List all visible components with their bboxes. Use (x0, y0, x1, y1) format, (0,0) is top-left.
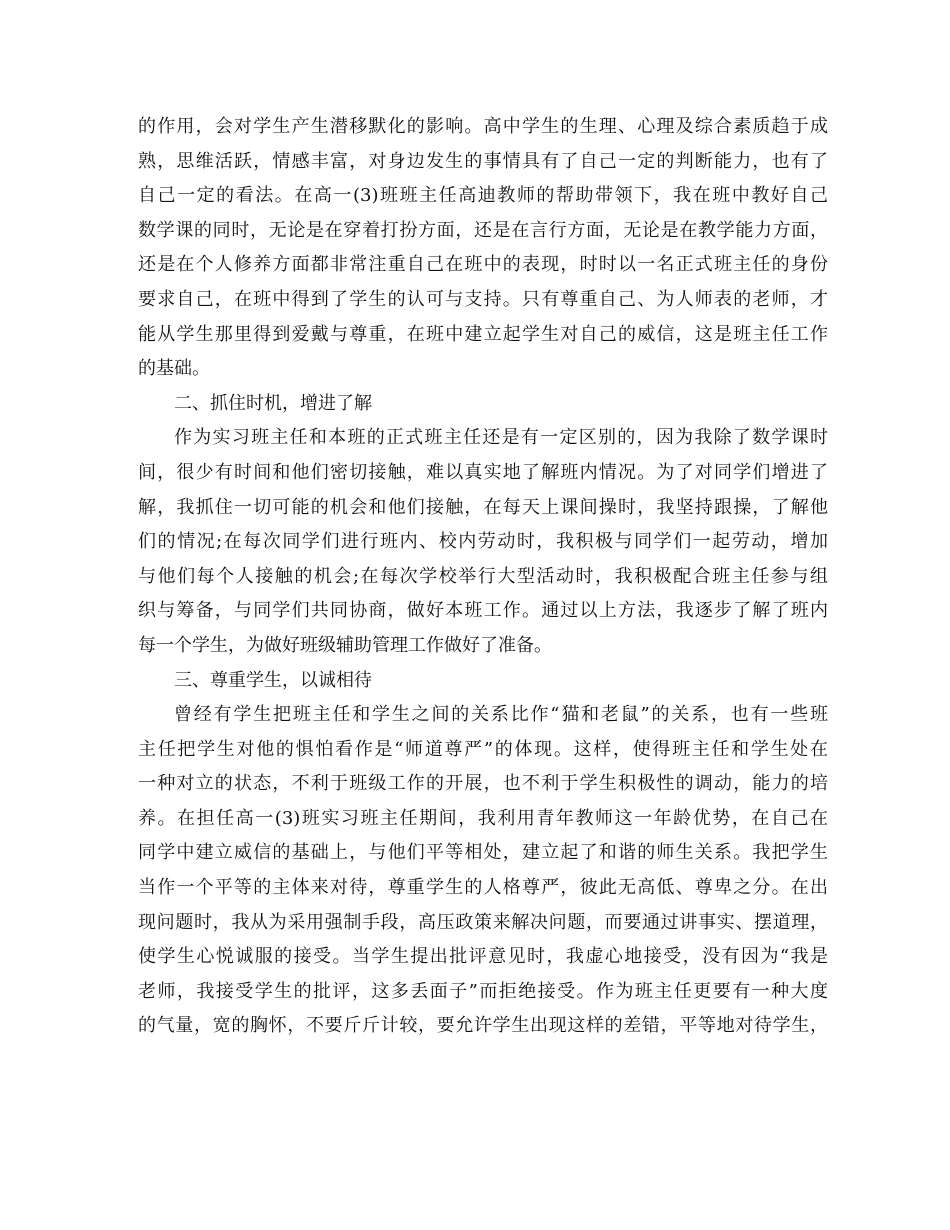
text-line: 的作用，会对学生产生潜移默化的影响。高中学生的生理、心理及综合素质趋于成 (138, 116, 828, 137)
text-line: 一种对立的状态，不利于班级工作的开展，也不利于学生积极性的调动，能力的培 (138, 773, 828, 795)
text-line: 老师，我接受学生的批评，这多丢面子”而拒绝接受。作为班主任更要有一种大度 (138, 980, 828, 1002)
text-line: 数学课的同时，无论是在穿着打扮方面，还是在言行方面，无论是在教学能力方面， (138, 219, 828, 241)
section-heading: 二、抓住时机，增进了解 (174, 392, 372, 414)
text-line: 现问题时，我从为采用强制手段，高压政策来解决问题，而要通过讲事实、摆道理， (138, 911, 828, 933)
text-line: 每一个学生，为做好班级辅助管理工作做好了准备。 (138, 634, 552, 656)
text-line: 熟，思维活跃，情感丰富，对身边发生的事情具有了自己一定的判断能力，也有了 (138, 150, 828, 172)
text-line: 能从学生那里得到爱戴与尊重，在班中建立起学生对自己的威信，这是班主任工作 (138, 323, 828, 345)
text-line: 的基础。 (138, 358, 210, 380)
text-line: 要求自己，在班中得到了学生的认可与支持。只有尊重自己、为人师表的老师，才 (138, 288, 828, 310)
document-body (138, 110, 828, 1044)
text-line: 的气量，宽的胸怀，不要斤斤计较，要允许学生出现这样的差错，平等地对待学生， (138, 1015, 828, 1037)
text-line: 使学生心悦诚服的接受。当学生提出批评意见时，我虚心地接受，没有因为“我是 (138, 946, 828, 968)
text-line: 与他们每个人接触的机会;在每次学校举行大型活动时，我积极配合班主任参与组 (138, 565, 828, 587)
text-line: 们的情况;在每次同学们进行班内、校内劳动时，我积极与同学们一起劳动，增加 (138, 531, 828, 553)
text-line: 自己一定的看法。在高一(3)班班主任高迪教师的帮助带领下，我在班中教好自己 (138, 185, 828, 207)
text-line: 曾经有学生把班主任和学生之间的关系比作“猫和老鼠”的关系，也有一些班 (174, 704, 828, 726)
text-line: 解，我抓住一切可能的机会和他们接触，在每天上课间操时，我坚持跟操，了解他 (138, 496, 828, 518)
text-line: 织与筹备，与同学们共同协商，做好本班工作。通过以上方法，我逐步了解了班内 (138, 600, 828, 622)
text-line: 同学中建立威信的基础上，与他们平等相处，建立起了和谐的师生关系。我把学生 (138, 842, 828, 864)
text-line: 还是在个人修养方面都非常注重自己在班中的表现，时时以一名正式班主任的身份 (138, 254, 828, 276)
text-line: 作为实习班主任和本班的正式班主任还是有一定区别的，因为我除了数学课时 (174, 427, 828, 449)
text-line: 间，很少有时间和他们密切接触，难以真实地了解班内情况。为了对同学们增进了 (138, 461, 828, 483)
text-line: 当作一个平等的主体来对待，尊重学生的人格尊严，彼此无高低、尊卑之分。在出 (138, 877, 828, 899)
text-line: 养。在担任高一(3)班实习班主任期间，我利用青年教师这一年龄优势，在自己在 (138, 807, 828, 829)
text-line: 主任把学生对他的惧怕看作是“师道尊严”的体现。这样，使得班主任和学生处在 (138, 738, 828, 760)
section-heading: 三、尊重学生，以诚相待 (174, 669, 372, 691)
